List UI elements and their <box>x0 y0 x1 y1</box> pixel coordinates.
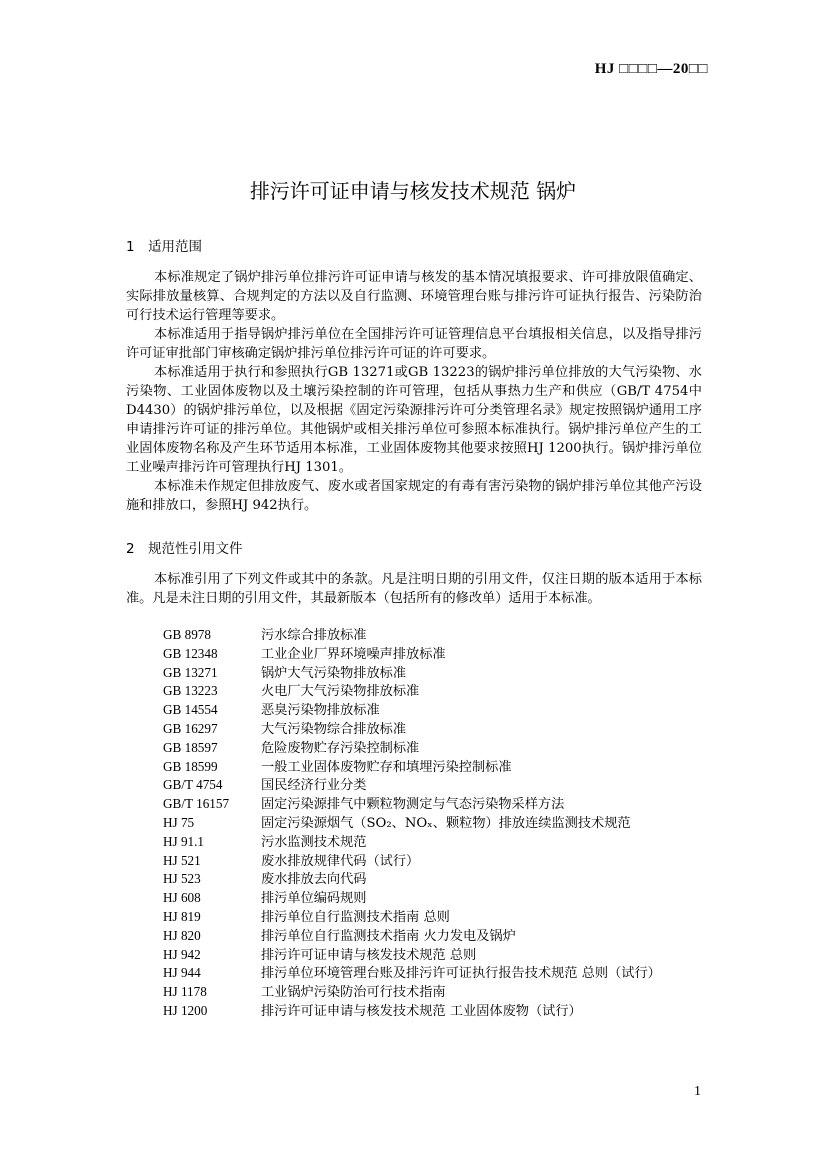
page-number: 1 <box>694 1084 701 1099</box>
reference-row <box>163 645 723 664</box>
reference-list <box>163 626 723 1021</box>
reference-code: HJ 942 <box>163 946 201 962</box>
reference-code: HJ 91.1 <box>163 833 205 849</box>
paragraph: 本标准规定了锅炉排污单位排污许可证申请与核发的基本情况填报要求、许可排放限值确定、实际排放量核算、合规判定的方法以及自行监测、环境管理台账与排污许可证执行报告、污染防治可行技术运行管理等要求。 <box>126 270 702 323</box>
reference-code: GB 14554 <box>163 702 218 718</box>
reference-row <box>163 889 723 908</box>
reference-code: GB/T 4754 <box>163 777 223 793</box>
reference-row <box>163 776 723 795</box>
reference-row <box>163 983 723 1002</box>
reference-code: HJ 75 <box>163 814 195 830</box>
reference-title: 污水综合排放标准 <box>261 628 367 643</box>
section-2-number: 2 <box>126 541 135 557</box>
reference-row <box>163 626 723 645</box>
reference-code: GB 12348 <box>163 645 218 661</box>
reference-code: HJ 819 <box>163 908 201 924</box>
reference-row <box>163 1002 723 1021</box>
reference-row <box>163 682 723 701</box>
reference-title: 废水排放去向代码 <box>261 872 367 888</box>
paragraph: 本标准适用于指导锅炉排污单位在全国排污许可证管理信息平台填报相关信息，以及指导排污许可证审批部门审核确定锅炉排污单位排污许可证的许可要求。 <box>126 327 702 361</box>
reference-code: GB/T 16157 <box>163 796 230 812</box>
section-1-heading <box>126 235 202 255</box>
section-2-title: 规范性引用文件 <box>148 541 243 557</box>
reference-title: 固定污染源烟气（SO₂、NOₓ、颗粒物）排放连续监测技术规范 <box>261 815 631 831</box>
reference-title: 工业锅炉污染防治可行技术指南 <box>261 985 446 1001</box>
reference-code: HJ 608 <box>163 890 201 906</box>
reference-title: 工业企业厂界环境噪声排放标准 <box>261 646 446 662</box>
paragraph: 本标准未作规定但排放废气、废水或者国家规定的有毒有害污染物的锅炉排污单位其他产污设施和排放口，参照HJ 942执行。 <box>126 479 702 513</box>
reference-code: GB 16297 <box>163 720 218 736</box>
reference-title: 国民经济行业分类 <box>261 778 367 794</box>
reference-title: 排污单位环境管理台账及排污许可证执行报告技术规范 总则（试行） <box>261 966 661 982</box>
reference-code: HJ 521 <box>163 852 201 868</box>
reference-title: 固定污染源排气中颗粒物测定与气态污染物采样方法 <box>261 797 565 813</box>
reference-row <box>163 870 723 889</box>
reference-code: GB 18599 <box>163 758 218 774</box>
reference-code: HJ 820 <box>163 927 201 943</box>
reference-code: GB 13271 <box>163 664 218 680</box>
reference-row <box>163 814 723 833</box>
reference-title: 恶臭污染物排放标准 <box>261 703 380 719</box>
reference-title: 火电厂大气污染物排放标准 <box>261 684 420 700</box>
reference-row <box>163 739 723 758</box>
reference-code: GB 18597 <box>163 739 218 755</box>
paragraph: 本标准适用于执行和参照执行GB 13271或GB 13223的锅炉排污单位排放的大气污染物、水污染物、工业固体废物以及土壤污染控制的许可管理，包括从事热力生产和供应（GB/T 4754中D4430）的锅炉排污单位，以及根据《固定污染源排污许可分类管理名录》规定按照锅炉通用工序申请排污许可证的排污单位。其他锅炉或相关排污单位可参照本标准执行。锅炉排污单位产生的工业固体废物名称及产生环节适用本标准，工业固体废物其他要求按照HJ 1200执行。锅炉排污单位工业噪声排污许可管理执行HJ 1301。 <box>126 365 702 475</box>
reference-row <box>163 927 723 946</box>
section-2-heading <box>126 537 243 557</box>
reference-code: HJ 1200 <box>163 1002 208 1018</box>
document-title: 排污许可证申请与核发技术规范 锅炉 <box>249 179 577 203</box>
reference-title: 一般工业固体废物贮存和填埋污染控制标准 <box>261 759 512 775</box>
reference-title: 排污许可证申请与核发技术规范 总则 <box>261 947 477 963</box>
reference-code: GB 8978 <box>163 627 211 642</box>
reference-row <box>163 701 723 720</box>
section-2-body <box>126 570 702 608</box>
paragraph: 本标准引用了下列文件或其中的条款。凡是注明日期的引用文件，仅注日期的版本适用于本标准。凡是未注日期的引用文件，其最新版本（包括所有的修改单）适用于本标准。 <box>126 572 702 606</box>
reference-code: GB 13223 <box>163 683 218 699</box>
reference-row <box>163 664 723 683</box>
reference-code: HJ 523 <box>163 871 201 887</box>
reference-title: 危险废物贮存污染控制标准 <box>261 740 420 756</box>
reference-row <box>163 758 723 777</box>
reference-title: 排污许可证申请与核发技术规范 工业固体废物（试行） <box>261 1003 582 1019</box>
reference-code: HJ 1178 <box>163 984 207 1000</box>
reference-title: 大气污染物综合排放标准 <box>261 721 407 737</box>
reference-row <box>163 964 723 983</box>
reference-row <box>163 946 723 965</box>
section-1-title: 适用范围 <box>148 239 202 255</box>
reference-title: 排污单位自行监测技术指南 火力发电及锅炉 <box>261 928 516 944</box>
document-code-header: HJ □□□□—20□□ <box>594 61 708 77</box>
reference-row <box>163 908 723 927</box>
reference-row <box>163 795 723 814</box>
reference-title: 废水排放规律代码（试行） <box>261 853 420 869</box>
reference-title: 排污单位编码规则 <box>261 891 367 907</box>
reference-row <box>163 720 723 739</box>
reference-title: 污水监测技术规范 <box>261 834 367 850</box>
reference-row <box>163 852 723 871</box>
reference-code: HJ 944 <box>163 965 201 981</box>
reference-title: 排污单位自行监测技术指南 总则 <box>261 909 450 925</box>
section-1-body <box>126 268 702 515</box>
reference-title: 锅炉大气污染物排放标准 <box>261 665 407 681</box>
reference-row <box>163 833 723 852</box>
section-1-number: 1 <box>126 239 135 255</box>
